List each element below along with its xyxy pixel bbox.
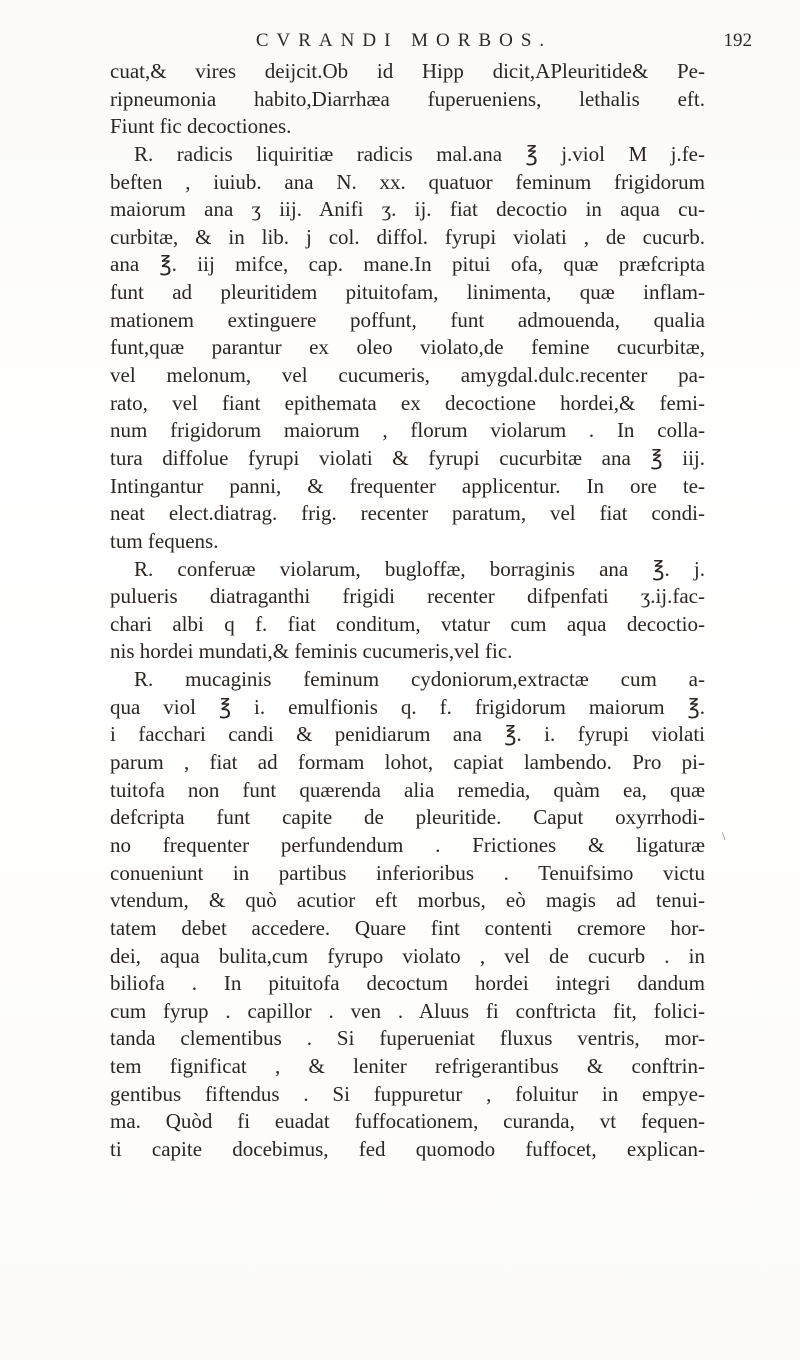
text-line: ti capite docebimus, fed quomodo fuffocet, explican-: [110, 1136, 705, 1161]
text-line: curbitæ, & in lib. j col. diffol. fyrupi violati , de cucurb.: [110, 224, 705, 249]
text-line: rato, vel fiant epithemata ex decoctione hordei,& femi-: [110, 390, 705, 415]
text-line: tura diffolue fyrupi violati & fyrupi cucurbitæ ana ℥ iij.: [110, 445, 705, 470]
text-line: ripneumonia habito,Diarrhæa fuperueniens, lethalis eft.: [110, 86, 705, 111]
text-line: funt,quæ parantur ex oleo violato,de femine cucurbitæ,: [110, 335, 705, 360]
page-number: 192: [723, 30, 752, 51]
text-line: tanda clementibus . Si fuperueniat fluxus ventris, mor-: [110, 1026, 705, 1051]
text-line: gentibus fiftendus . Si fuppuretur , foluitur in empye-: [110, 1081, 705, 1106]
text-line: tuitofa non funt quærenda alia remedia, quàm ea, quæ: [110, 777, 705, 802]
text-line: num frigidorum maiorum , florum violarum . In colla-: [110, 418, 705, 443]
text-line: biliofa . In pituitofa decoctum hordei integri dandum: [110, 971, 705, 996]
text-line: funt ad pleuritidem pituitofam, linimenta, quæ inflam-: [110, 280, 705, 305]
text-line: cum fyrup . capillor . ven . Aluus fi conftricta fit, folici-: [110, 998, 705, 1023]
text-line: chari albi q f. fiat conditum, vtatur cum aqua decoctio-: [110, 611, 705, 636]
text-line: defcripta funt capite de pleuritide. Caput oxyrrhodi-: [110, 805, 705, 830]
text-line: nis hordei mundati,& feminis cucumeris,vel fic.: [110, 639, 513, 664]
text-line: conueniunt in partibus inferioribus . Tenuifsimo victu: [110, 860, 705, 885]
text-line: tem fignificat , & leniter refrigerantibus & conftrin-: [110, 1054, 705, 1079]
text-line: i facchari candi & penidiarum ana ℥. i. fyrupi violati: [110, 722, 705, 747]
text-line: Intingantur panni, & frequenter applicentur. In ore te-: [110, 473, 705, 498]
text-line: neat elect.diatrag. frig. recenter paratum, vel fiat condi-: [110, 501, 705, 526]
recipe-line: R. radicis liquiritiæ radicis mal.ana ℥ j.viol M j.fe-: [134, 141, 705, 166]
text-line: vtendum, & quò acutior eft morbus, eò magis ad tenui-: [110, 888, 705, 913]
text-line: qua viol ℥ i. emulfionis q. f. frigidorum maiorum ℥.: [110, 694, 705, 719]
text-line: maiorum ana ʒ iij. Anifi ʒ. ij. fiat decoctio in aqua cu-: [110, 197, 705, 222]
text-line: vel melonum, vel cucumeris, amygdal.dulc.recenter pa-: [110, 363, 705, 388]
recipe-line: R. conferuæ violarum, bugloffæ, borraginis ana ℥. j.: [134, 556, 705, 581]
running-title: CVRANDI MORBOS.: [255, 30, 553, 51]
text-line: ana ℥. iij mifce, cap. mane.In pitui ofa, quæ præfcripta: [110, 252, 705, 277]
recipe-line: R. mucaginis feminum cydoniorum,extractæ cum a-: [134, 667, 705, 692]
text-line: tatem debet accedere. Quare fint contenti cremore hor-: [110, 915, 705, 940]
text-line: beften , iuiub. ana N. xx. quatuor feminum frigidorum: [110, 169, 705, 194]
text-line: pulueris diatraganthi frigidi recenter difpenfati ʒ.ij.fac-: [110, 584, 705, 609]
margin-mark: \: [722, 829, 726, 843]
body-text: [110, 58, 705, 1164]
text-line: parum , fiat ad formam lohot, capiat lambendo. Pro pi-: [110, 750, 705, 775]
text-line: dei, aqua bulita,cum fyrupo violato , vel de cucurb . in: [110, 943, 705, 968]
text-line: mationem extinguere poffunt, funt admouenda, qualia: [110, 307, 705, 332]
text-line: no frequenter perfundendum . Frictiones & ligaturæ: [110, 832, 705, 857]
text-line: tum fequens.: [110, 528, 219, 553]
text-line: ma. Quòd fi euadat fuffocationem, curanda, vt fequen-: [110, 1109, 705, 1134]
text-line: cuat,& vires deijcit.Ob id Hipp dicit,APleuritide& Pe-: [110, 59, 705, 83]
text-line: Fiunt fic decoctiones.: [110, 114, 292, 139]
